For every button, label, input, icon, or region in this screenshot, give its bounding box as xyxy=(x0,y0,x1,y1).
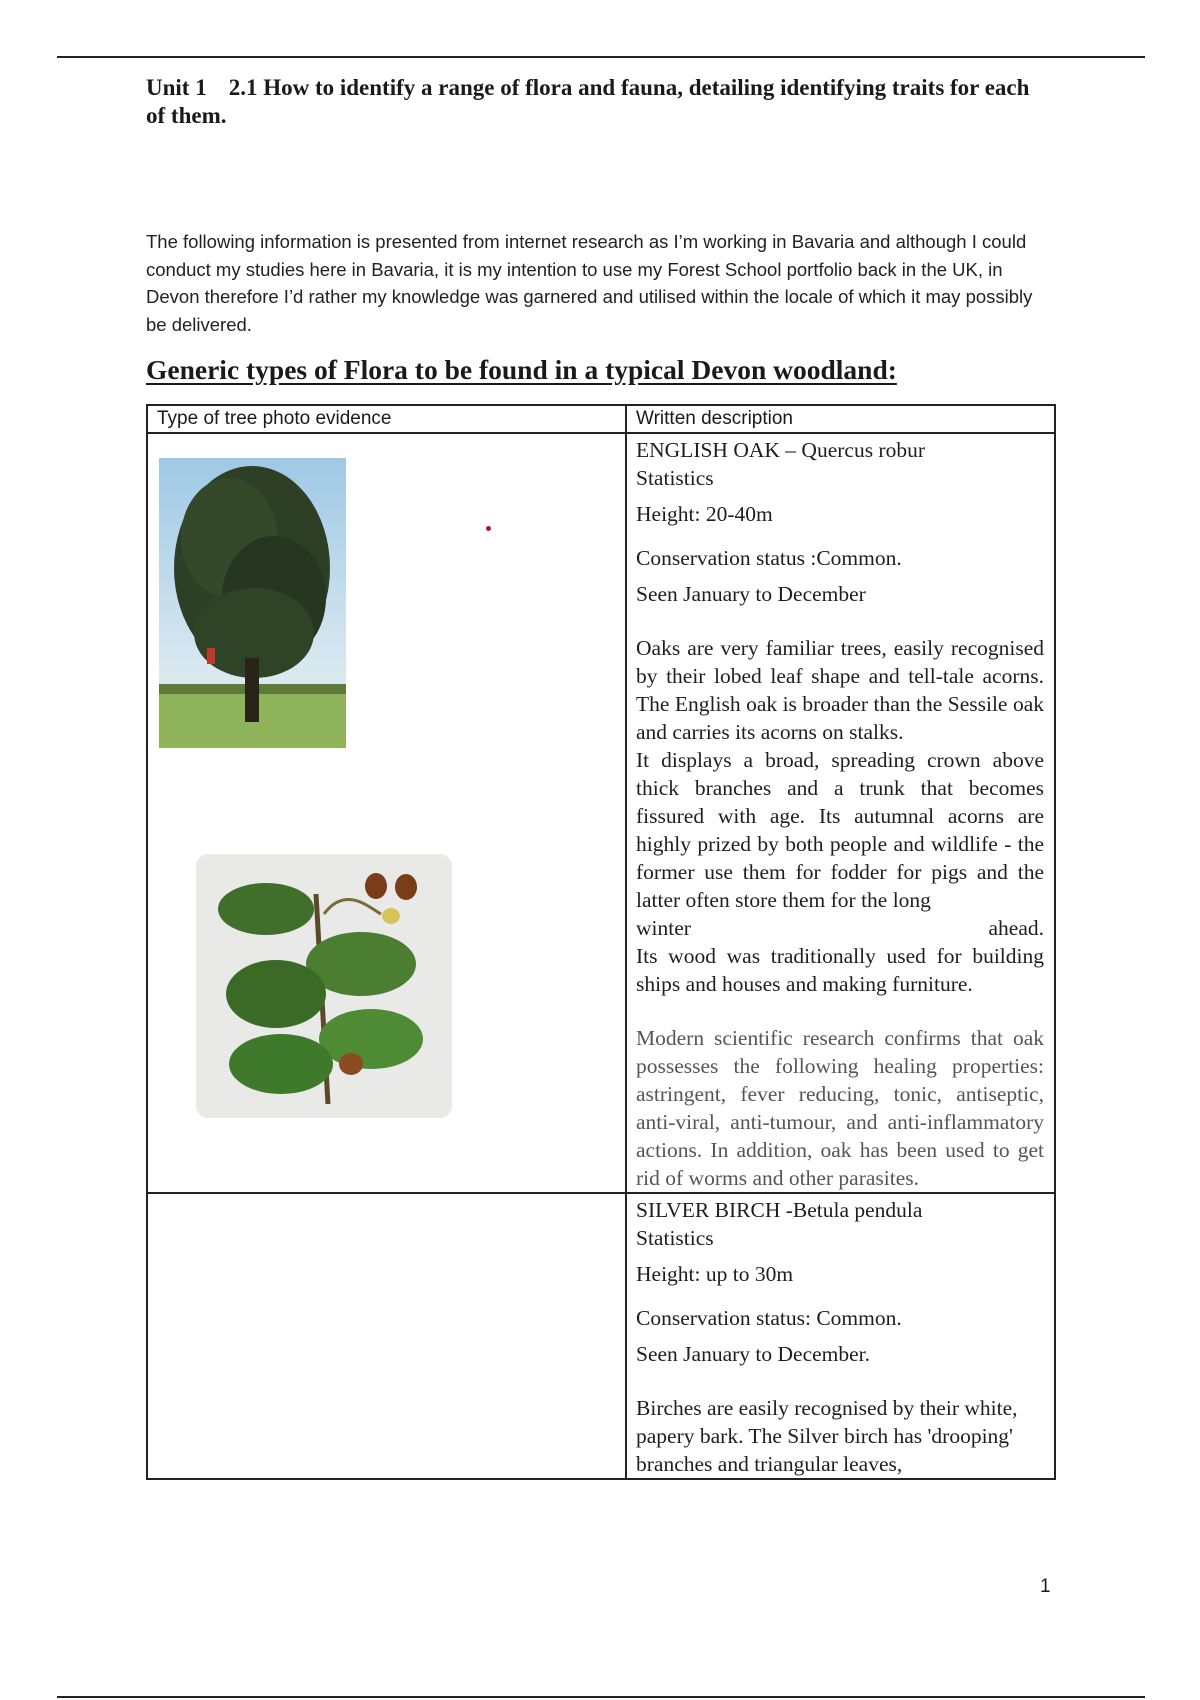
oak-leaf-acorn-photo xyxy=(196,854,452,1118)
birch-seen: Seen January to December. xyxy=(636,1342,871,1366)
oak-paragraph-3: Its wood was traditionally used for building ships and houses and making furniture. xyxy=(636,944,1044,996)
page-number: 1 xyxy=(1040,1576,1051,1597)
oak-paragraph-2: It displays a broad, spreading crown above thick branches and a trunk that becomes fissured with age. Its autumnal acorns are highly prized by both people and wildlife - the former use them for fodder for pigs and the latter often store them for the long xyxy=(636,748,1044,912)
birch-description-cell xyxy=(626,1193,1055,1479)
oak-photo-cell xyxy=(147,433,626,1193)
birch-paragraph-1: Birches are easily recognised by their white, papery bark. The Silver birch has 'drooping' branches and triangular leaves, xyxy=(636,1396,1018,1476)
table-row xyxy=(147,433,1055,1193)
unit-label: Unit 1 xyxy=(146,75,207,100)
col-header-photo: Type of tree photo evidence xyxy=(147,405,626,433)
oak-seen: Seen January to December xyxy=(636,582,866,606)
unit-title: 2.1 How to identify a range of flora and fauna, detailing identifying traits for each of them. xyxy=(146,75,1030,128)
bottom-rule xyxy=(57,1696,1145,1698)
oak-name: ENGLISH OAK – Quercus robur xyxy=(636,438,926,462)
birch-statistics-label: Statistics xyxy=(636,1226,714,1250)
section-heading: Generic types of Flora to be found in a typical Devon woodland: xyxy=(146,354,897,385)
oak-height: Height: 20-40m xyxy=(636,502,773,526)
oak-description-cell xyxy=(626,433,1055,1193)
stray-mark xyxy=(486,526,491,531)
intro-paragraph: The following information is presented from internet research as I’m working in Bavaria and although I could conduct my studies here in Bavaria, it is my intention to use my Forest School portfolio back in the UK, in Devon therefore I’d rather my knowledge was garnered and utilised within the locale of which it may possibly be delivered. xyxy=(146,231,1033,335)
flora-table xyxy=(146,404,1056,1480)
table-header-row xyxy=(147,405,1055,433)
birch-height: Height: up to 30m xyxy=(636,1262,794,1286)
top-rule xyxy=(57,56,1145,58)
oak-statistics-label: Statistics xyxy=(636,466,714,490)
birch-photo-cell xyxy=(147,1193,626,1479)
birch-name: SILVER BIRCH -Betula pendula xyxy=(636,1198,923,1222)
birch-conservation-status: Conservation status: Common. xyxy=(636,1306,902,1330)
oak-paragraph-1: Oaks are very familiar trees, easily recognised by their lobed leaf shape and tell-tale acorns. The English oak is broader than the Sessile oak and carries its acorns on stalks. xyxy=(636,636,1044,744)
oak-paragraph-4: Modern scientific research confirms that oak possesses the following healing properties: astringent, fever reducing, tonic, antiseptic, anti-viral, anti-tumour, and anti-inflammatory actions. In addition, oak has been used to get rid of worms and other parasites. xyxy=(636,1026,1044,1190)
oak-tree-photo xyxy=(159,458,346,748)
table-row xyxy=(147,1193,1055,1479)
col-header-description: Written description xyxy=(626,405,1055,433)
page-title xyxy=(146,74,1046,130)
oak-paragraph-2-end: winter ahead. xyxy=(636,916,1044,940)
oak-conservation-status: Conservation status :Common. xyxy=(636,546,902,570)
